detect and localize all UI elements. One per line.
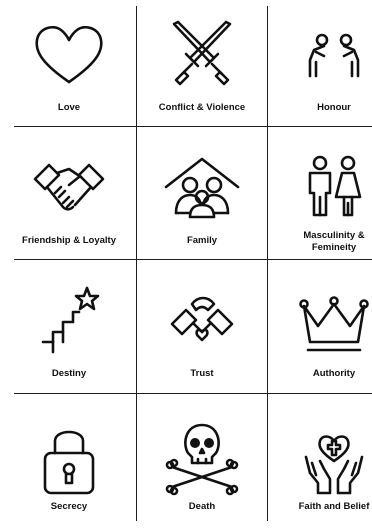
theme-cell-destiny bbox=[2, 266, 136, 396]
theme-cell-friendship bbox=[2, 133, 136, 263]
skull-crossbones-icon bbox=[162, 417, 242, 497]
theme-cell-trust bbox=[135, 266, 269, 396]
theme-cell-masculinity bbox=[267, 133, 372, 263]
theme-label: Family bbox=[186, 235, 218, 246]
theme-label: Destiny bbox=[51, 368, 87, 379]
heart-icon bbox=[29, 14, 109, 94]
theme-cell-death bbox=[135, 399, 269, 529]
crown-icon bbox=[294, 286, 372, 366]
family-house-icon bbox=[162, 147, 242, 227]
theme-cell-faith bbox=[267, 399, 372, 529]
theme-label: Friendship & Loyalty bbox=[22, 235, 116, 246]
theme-cell-family bbox=[135, 133, 269, 263]
theme-label: Secrecy bbox=[50, 501, 88, 512]
theme-cell-love bbox=[2, 0, 136, 130]
theme-label: Love bbox=[57, 102, 81, 113]
clasped-hands-icon bbox=[162, 280, 242, 360]
praying-hands-heart-cross-icon bbox=[294, 421, 372, 501]
bowing-people-icon bbox=[294, 14, 372, 94]
theme-cell-honour bbox=[267, 0, 372, 130]
padlock-icon bbox=[29, 419, 109, 499]
stairs-star-icon bbox=[29, 280, 109, 360]
theme-label: Faith and Belief bbox=[298, 501, 370, 512]
theme-label: Trust bbox=[190, 368, 214, 379]
theme-cell-authority bbox=[267, 266, 372, 396]
crossed-swords-icon bbox=[162, 14, 242, 94]
theme-label: Authority bbox=[312, 368, 356, 379]
man-woman-icon bbox=[294, 147, 372, 227]
handshake-icon bbox=[29, 147, 109, 227]
theme-label: Death bbox=[188, 501, 216, 512]
theme-label: Masculinity & Femineity bbox=[303, 230, 365, 253]
theme-label: Conflict & Violence bbox=[158, 102, 246, 113]
theme-label: Honour bbox=[317, 102, 351, 113]
theme-cell-secrecy bbox=[2, 399, 136, 529]
theme-cell-conflict bbox=[135, 0, 269, 130]
